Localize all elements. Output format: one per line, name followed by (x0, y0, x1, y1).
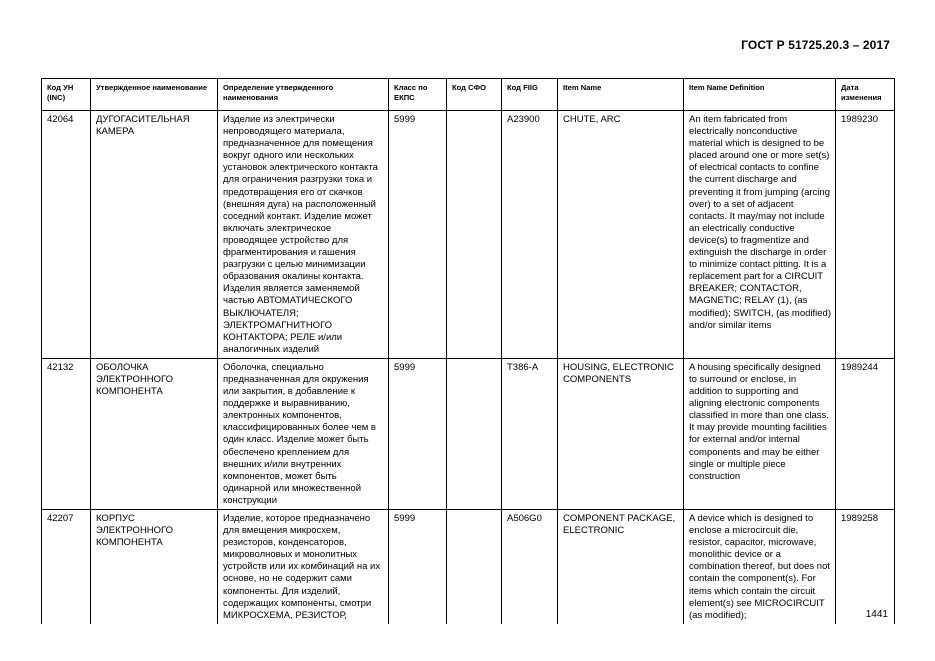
table-row (42, 510, 895, 624)
cell-change-date: 1989258 (836, 510, 895, 624)
cell-change-date: 1989230 (836, 111, 895, 359)
cell-ekps-class: 5999 (389, 510, 447, 624)
table-row (42, 111, 895, 359)
catalog-table (41, 78, 895, 624)
column-header-sfo-code: Код СФО (447, 79, 502, 111)
cell-definition: Изделие, которое предназначено для вмещения микросхем, резисторов, конденсаторов, микроволновых и монолитных устройств или их комбинаций на их основе, но не содержит сами компоненты. Для изделий, содержащих компоненты, смотри МИКРОСХЕМА, РЕЗИСТОР, (218, 510, 389, 624)
cell-item-name: CHUTE, ARC (558, 111, 684, 359)
cell-approved-name: КОРПУС ЭЛЕКТРОННОГО КОМПОНЕНТА (91, 510, 218, 624)
cell-inc: 42207 (42, 510, 91, 624)
cell-item-definition: A housing specifically designed to surround or enclose, in addition to supporting and aligning electronic components classified in more than one class. It may provide mounting facilities for external and/or internal components and may be either single or multiple piece construction (684, 358, 836, 509)
table-row (42, 358, 895, 509)
document-id: ГОСТ Р 51725.20.3 – 2017 (741, 38, 890, 52)
cell-sfo-code (447, 111, 502, 359)
column-header-definition: Определение утвержденного наименования (218, 79, 389, 111)
cell-ekps-class: 5999 (389, 358, 447, 509)
cell-item-definition: A device which is designed to enclose a microcircuit die, resistor, capacitor, microwave, monolithic device or a combination thereof, but does not contain the component(s). For items which contain the circuit element(s) see MICROCIRCUIT (as modified); (684, 510, 836, 624)
cell-change-date: 1989244 (836, 358, 895, 509)
column-header-item-name: Item Name (558, 79, 684, 111)
page-number: 1441 (865, 609, 888, 620)
cell-sfo-code (447, 358, 502, 509)
column-header-fiig-code: Код FIIG (502, 79, 558, 111)
cell-ekps-class: 5999 (389, 111, 447, 359)
column-header-change-date: Дата изменения (836, 79, 895, 111)
cell-fiig-code: T386-A (502, 358, 558, 509)
cell-definition: Оболочка, специально предназначенная для окружения или закрытия, в добавление к поддержке и выравниванию, электронных компонентов, классифицированных более чем в один класс. Изделие может быть обеспечено креплением для внешних и/или внутренних компонентов, может быть одинарной или множественной конструкции (218, 358, 389, 509)
cell-inc: 42064 (42, 111, 91, 359)
cell-item-name: HOUSING, ELECTRONIC COMPONENTS (558, 358, 684, 509)
cell-inc: 42132 (42, 358, 91, 509)
table-header-row (42, 79, 895, 111)
cell-fiig-code: A506G0 (502, 510, 558, 624)
cell-approved-name: ДУГОГАСИТЕЛЬНАЯ КАМЕРА (91, 111, 218, 359)
cell-approved-name: ОБОЛОЧКА ЭЛЕКТРОННОГО КОМПОНЕНТА (91, 358, 218, 509)
cell-item-name: COMPONENT PACKAGE, ELECTRONIC (558, 510, 684, 624)
cell-fiig-code: A23900 (502, 111, 558, 359)
column-header-inc: Код УН (INC) (42, 79, 91, 111)
cell-sfo-code (447, 510, 502, 624)
column-header-ekps-class: Класс по ЕКПС (389, 79, 447, 111)
cell-definition: Изделие из электрически непроводящего материала, предназначенное для помещения вокруг одного или нескольких установок электрического контакта для ограничения разгрузки тока и предотвращения его от скачков (внешняя дуга) на расположенный соседний контакт. Изделие может включать электрическое проводящее устройство для фрагментирования и гашения разгрузки с целью минимизации образования окалины контакта. Изделия является заменяемой частью АВТОМАТИЧЕСКОГО ВЫКЛЮЧАТЕЛЯ; ЭЛЕКТРОМАГНИТНОГО КОНТАКТОРА; РЕЛЕ и/или аналогичных изделий (218, 111, 389, 359)
column-header-item-definition: Item Name Definition (684, 79, 836, 111)
cell-item-definition: An item fabricated from electrically nonconductive material which is designed to be placed around one or more set(s) of electrical contacts to confine the current discharge and preventing it from jumping (arcing over) to a set of adjacent contacts. It may/may not include an electrically conductive device(s) to fragmentize and extinguish the discharge in order to minimize contact pitting. It is a replacement part for a CIRCUIT BREAKER; CONTACTOR, MAGNETIC; RELAY (1), (as modified); SWITCH, (as modified) and/or similar items (684, 111, 836, 359)
column-header-approved-name: Утвержденное наименование (91, 79, 218, 111)
